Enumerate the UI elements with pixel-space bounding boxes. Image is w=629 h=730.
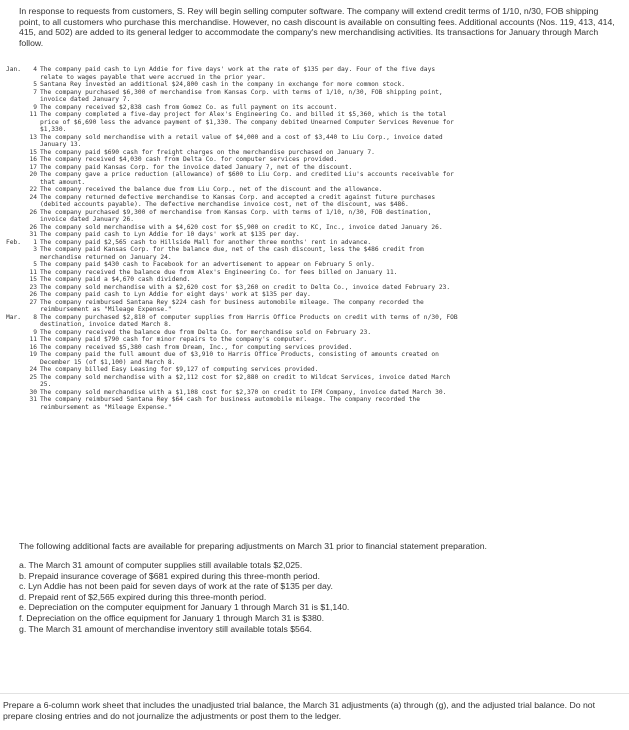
transaction-day: 5 — [33, 261, 37, 268]
transaction-row — [6, 396, 621, 404]
transaction-month — [6, 291, 23, 299]
transaction-month — [6, 231, 23, 239]
transaction-text: The company received the balance due from Delta Co. for merchandise sold on February 23. — [40, 328, 372, 336]
transaction-text: The company sold merchandise with a retail value of $4,000 and a cost of $3,440 to Liu Corp., invoice dated — [40, 133, 443, 141]
transaction-continuation — [6, 74, 621, 82]
transaction-month — [6, 306, 23, 314]
transaction-text: invoice dated January 7. — [40, 96, 131, 103]
transaction-day: 19 — [29, 351, 37, 358]
transaction-day: 27 — [29, 298, 37, 306]
transaction-day: 24 — [29, 193, 37, 201]
transaction-day: 24 — [29, 366, 37, 373]
transaction-day — [23, 321, 40, 329]
transaction-month — [6, 246, 23, 254]
transaction-month — [6, 111, 23, 119]
transaction-month — [6, 381, 23, 389]
adjustment-fact-item: b. Prepaid insurance coverage of $681 expired during this three-month period. — [19, 570, 320, 581]
transaction-month — [6, 329, 23, 337]
transaction-day — [23, 381, 40, 389]
transaction-month — [6, 126, 23, 134]
transaction-row — [6, 134, 621, 142]
transaction-row — [6, 329, 621, 337]
transaction-continuation — [6, 254, 621, 262]
transaction-text: destination, invoice dated March 8. — [40, 321, 172, 328]
adjustment-fact-item: a. The March 31 amount of computer supplies still available totals $2,025. — [19, 560, 303, 570]
transaction-month — [6, 171, 23, 179]
transaction-day: 31 — [29, 396, 37, 403]
transaction-continuation — [6, 216, 621, 224]
transaction-row — [6, 164, 621, 172]
transaction-month — [6, 74, 23, 82]
transaction-month — [6, 119, 23, 127]
transaction-day — [23, 179, 40, 187]
transaction-text: Santana Rey invested an additional $24,800 cash in the company in exchange for more common stock. — [40, 81, 405, 88]
transaction-text: The company reimbursed Santana Rey $64 cash for business automobile mileage. The company recorded the — [40, 396, 421, 403]
adjustments-heading: The following additional facts are available for preparing adjustments on March 31 prior to financial statement preparation. — [19, 541, 487, 551]
transaction-month — [6, 299, 23, 307]
transaction-text: reimbursement as "Mileage Expense." — [40, 403, 172, 411]
transaction-continuation — [6, 404, 621, 412]
transaction-text: The company gave a price reduction (allowance) of $600 to Liu Corp. and credited Liu's accounts receivable for — [40, 171, 454, 178]
transaction-month — [6, 261, 23, 269]
transaction-text: invoice dated January 26. — [40, 216, 135, 223]
transaction-day: 26 — [29, 291, 37, 298]
transaction-month — [6, 96, 23, 104]
transaction-day: 22 — [29, 186, 37, 193]
transaction-day: 15 — [29, 148, 37, 156]
transaction-day: 8 — [33, 313, 37, 321]
transaction-day — [23, 74, 40, 82]
transaction-row — [6, 276, 621, 284]
transaction-row — [6, 209, 621, 217]
transaction-month — [6, 359, 23, 367]
transaction-text: The company sold merchandise with a $2,620 cost for $3,260 on credit to Delta Co., invoice dated February 23. — [40, 283, 451, 291]
transaction-day — [23, 359, 40, 367]
adjustment-fact-item: g. The March 31 amount of merchandise inventory still available totals $564. — [19, 623, 312, 634]
transaction-row — [6, 104, 621, 112]
transaction-month — [6, 216, 23, 224]
transaction-text: The company paid the full amount due of $3,910 to Harris Office Products, consisting of amounts created on — [40, 351, 439, 358]
transaction-day: 20 — [29, 171, 37, 178]
transaction-text: January 13. — [40, 141, 82, 148]
transaction-month — [6, 224, 23, 232]
transaction-day: 26 — [29, 208, 37, 216]
transaction-row — [6, 156, 621, 164]
intro-paragraph: In response to requests from customers, S. Rey will begin selling computer software. The company will extend credit terms of 1/10, n/30, FOB shipping point, to all customers who purchase this merchandise. However, no cash discount is available on consulting fees. Additional accounts (Nos. 119, 413, 414, 415, and 502) are added to its general ledger to accommodate the company's new merchandising activities. Its transactions for January through March follow. — [19, 6, 615, 48]
transaction-day: 9 — [33, 328, 37, 336]
transaction-month — [6, 89, 23, 97]
transaction-month: Feb. — [6, 238, 22, 246]
transaction-day: 30 — [29, 388, 37, 396]
transaction-text: The company paid Kansas Corp. for the invoice dated January 7, net of the discount. — [40, 163, 353, 171]
transaction-text: The company paid cash to Lyn Addie for 10 days' work at $135 per day. — [40, 231, 300, 238]
transaction-month — [6, 366, 23, 374]
transaction-day: 26 — [29, 223, 37, 231]
adjustment-fact-item: e. Depreciation on the computer equipment for January 1 through March 31 is $1,140. — [19, 602, 350, 613]
transaction-day: 11 — [29, 268, 37, 276]
transaction-row — [6, 231, 621, 239]
transaction-month — [6, 134, 23, 142]
transaction-continuation — [6, 306, 621, 314]
transaction-day: 15 — [29, 276, 37, 283]
transaction-text: merchandise returned on January 24. — [40, 253, 172, 261]
transaction-text: The company purchased $2,810 of computer supplies from Harris Office Products on credit with terms of n/30, FOB — [40, 313, 458, 321]
transaction-month — [6, 179, 23, 187]
transaction-text: The company purchased $9,300 of merchandise from Kansas Corp. with terms of 1/10, n/30, FOB destination, — [40, 208, 432, 216]
transaction-month — [6, 276, 23, 284]
transaction-continuation — [6, 141, 621, 149]
transaction-month — [6, 336, 23, 344]
transaction-row — [6, 261, 621, 269]
transaction-continuation — [6, 201, 621, 209]
transaction-row — [6, 81, 621, 89]
transaction-continuation — [6, 179, 621, 187]
transaction-month — [6, 156, 23, 164]
transaction-text: The company sold merchandise with a $4,620 cost for $5,900 on credit to KC, Inc., invoice dated January 26. — [40, 223, 443, 231]
transaction-text: that amount. — [40, 178, 86, 186]
transaction-text: The company billed Easy Leasing for $9,127 of computing services provided. — [40, 366, 319, 373]
transaction-day: 17 — [29, 163, 37, 171]
transaction-day — [23, 216, 40, 224]
adjustment-fact-item: d. Prepaid rent of $2,565 expired during this three-month period. — [19, 591, 267, 602]
transaction-month — [6, 104, 23, 112]
transaction-day: 11 — [29, 336, 37, 343]
transaction-text: relate to wages payable that were accrued in the prior year. — [40, 73, 266, 81]
transaction-row — [6, 224, 621, 232]
transaction-day: 11 — [29, 111, 37, 118]
transaction-row — [6, 374, 621, 382]
transaction-text: (debited accounts payable). The defective merchandise invoice cost, net of the discount, was $486. — [40, 201, 409, 208]
transaction-text: The company reimbursed Santana Rey $224 cash for business automobile mileage. The company recorded the — [40, 298, 424, 306]
transaction-continuation — [6, 126, 621, 134]
transaction-continuation — [6, 359, 621, 367]
transaction-text: reimbursement as "Mileage Expense." — [40, 306, 172, 313]
adjustment-facts-list — [19, 560, 619, 634]
transaction-row — [6, 291, 621, 299]
transaction-month — [6, 81, 23, 89]
transaction-month — [6, 396, 23, 404]
transaction-day: 3 — [33, 246, 37, 253]
transaction-day — [23, 201, 40, 209]
transaction-text: 25. — [40, 381, 52, 388]
transaction-month — [6, 201, 23, 209]
transaction-row — [6, 186, 621, 194]
transaction-text: The company received the balance due from Alex's Engineering Co. for fees billed on January 11. — [40, 268, 398, 276]
transaction-month — [6, 321, 23, 329]
transaction-continuation — [6, 119, 621, 127]
transaction-day: 1 — [33, 238, 37, 246]
transaction-day: 25 — [29, 373, 37, 381]
transaction-row — [6, 171, 621, 179]
transaction-day — [23, 306, 40, 314]
transaction-day — [23, 141, 40, 149]
transaction-month — [6, 374, 23, 382]
transaction-month — [6, 149, 23, 157]
transaction-month — [6, 344, 23, 352]
transactions-list — [6, 66, 621, 411]
transaction-month — [6, 164, 23, 172]
transaction-row — [6, 314, 621, 322]
transaction-text: The company received the balance due from Liu Corp., net of the discount and the allowance. — [40, 186, 383, 193]
section-divider — [0, 693, 629, 694]
transaction-text: The company purchased $6,300 of merchandise from Kansas Corp. with terms of 1/10, n/30, FOB shipping point, — [40, 88, 443, 96]
transaction-row — [6, 269, 621, 277]
transaction-row — [6, 194, 621, 202]
transaction-day — [23, 404, 40, 412]
transaction-month — [6, 269, 23, 277]
transaction-month: Mar. — [6, 313, 22, 321]
transaction-day: 5 — [33, 81, 37, 88]
transaction-text: The company paid a $4,670 cash dividend. — [40, 276, 191, 283]
transaction-row — [6, 89, 621, 97]
adjustment-fact-item: c. Lyn Addie has not been paid for seven days of work at the rate of $135 per day. — [19, 581, 333, 592]
transaction-text: $1,330. — [40, 126, 67, 133]
transaction-row — [6, 366, 621, 374]
transaction-day: 31 — [29, 231, 37, 238]
transaction-month — [6, 284, 23, 292]
transaction-day: 7 — [33, 88, 37, 96]
transaction-day — [23, 126, 40, 134]
transaction-month — [6, 254, 23, 262]
task-instructions: Prepare a 6-column work sheet that includes the unadjusted trial balance, the March 31 adjustments (a) through (g), and the adjusted trial balance. Do not prepare closing entries and do not journalize the adjustments or post them to the ledger. — [3, 700, 596, 721]
transaction-day: 13 — [29, 133, 37, 141]
transaction-continuation — [6, 381, 621, 389]
transaction-day: 9 — [33, 103, 37, 111]
transaction-text: The company received $2,838 cash from Gomez Co. as full payment on its account. — [40, 103, 338, 111]
transaction-row — [6, 299, 621, 307]
transaction-text: The company paid cash to Lyn Addie for eight days' work at $135 per day. — [40, 291, 311, 298]
transaction-row — [6, 344, 621, 352]
transaction-row — [6, 284, 621, 292]
transaction-month — [6, 186, 23, 194]
transaction-text: The company received $4,030 cash from Delta Co. for computer services provided. — [40, 156, 338, 163]
transaction-text: December 15 (of $1,100) and March 8. — [40, 358, 176, 366]
transaction-text: The company paid $690 cash for freight charges on the merchandise purchased on January 7. — [40, 148, 375, 156]
adjustment-fact-item: f. Depreciation on the office equipment for January 1 through March 31 is $380. — [19, 612, 325, 623]
transaction-text: The company received $5,380 cash from Dream, Inc., for computing services provided. — [40, 343, 353, 351]
transaction-day: 16 — [29, 156, 37, 163]
transaction-day: 16 — [29, 343, 37, 351]
transaction-text: The company paid $790 cash for minor repairs to the company's computer. — [40, 336, 308, 343]
transaction-text: price of $6,690 less the advance payment of $1,330. The company debited Unearned Computer Services Revenue for — [40, 118, 454, 126]
transaction-continuation — [6, 96, 621, 104]
transaction-month — [6, 404, 23, 412]
transaction-row — [6, 66, 621, 74]
transaction-row — [6, 149, 621, 157]
transaction-day: 23 — [29, 283, 37, 291]
transaction-day — [23, 96, 40, 104]
transaction-text: The company sold merchandise with a $2,112 cost for $2,880 on credit to Wildcat Services, invoice dated March — [40, 373, 451, 381]
transaction-text: The company paid cash to Lyn Addie for five days' work at the rate of $135 per day. Four of the five days — [40, 66, 436, 73]
transaction-row — [6, 389, 621, 397]
transaction-text: The company sold merchandise with a $1,108 cost for $2,370 on credit to IFM Company, invoice dated March 30. — [40, 388, 447, 396]
transaction-day: 4 — [33, 66, 37, 73]
transaction-day — [23, 254, 40, 262]
transaction-row — [6, 246, 621, 254]
transaction-month — [6, 389, 23, 397]
transaction-month: Jan. — [6, 66, 22, 73]
transaction-day — [23, 119, 40, 127]
transaction-continuation — [6, 321, 621, 329]
transaction-month — [6, 351, 23, 359]
transaction-row — [6, 111, 621, 119]
transaction-month — [6, 141, 23, 149]
transaction-row — [6, 239, 621, 247]
transaction-row — [6, 336, 621, 344]
transaction-text: The company paid $430 cash to Facebook for an advertisement to appear on February 5 only. — [40, 261, 375, 268]
transaction-text: The company completed a five-day project for Alex's Engineering Co. and billed it $5,360, which is the total — [40, 111, 447, 118]
transaction-text: The company paid $2,565 cash to Hillside Mall for another three months' rent in advance. — [40, 238, 372, 246]
transaction-text: The company returned defective merchandise to Kansas Corp. and accepted a credit against future purchases — [40, 193, 436, 201]
transaction-text: The company paid Kansas Corp. for the balance due, net of the cash discount, less the $486 credit from — [40, 246, 424, 253]
transaction-month — [6, 194, 23, 202]
transaction-row — [6, 351, 621, 359]
transaction-month — [6, 209, 23, 217]
